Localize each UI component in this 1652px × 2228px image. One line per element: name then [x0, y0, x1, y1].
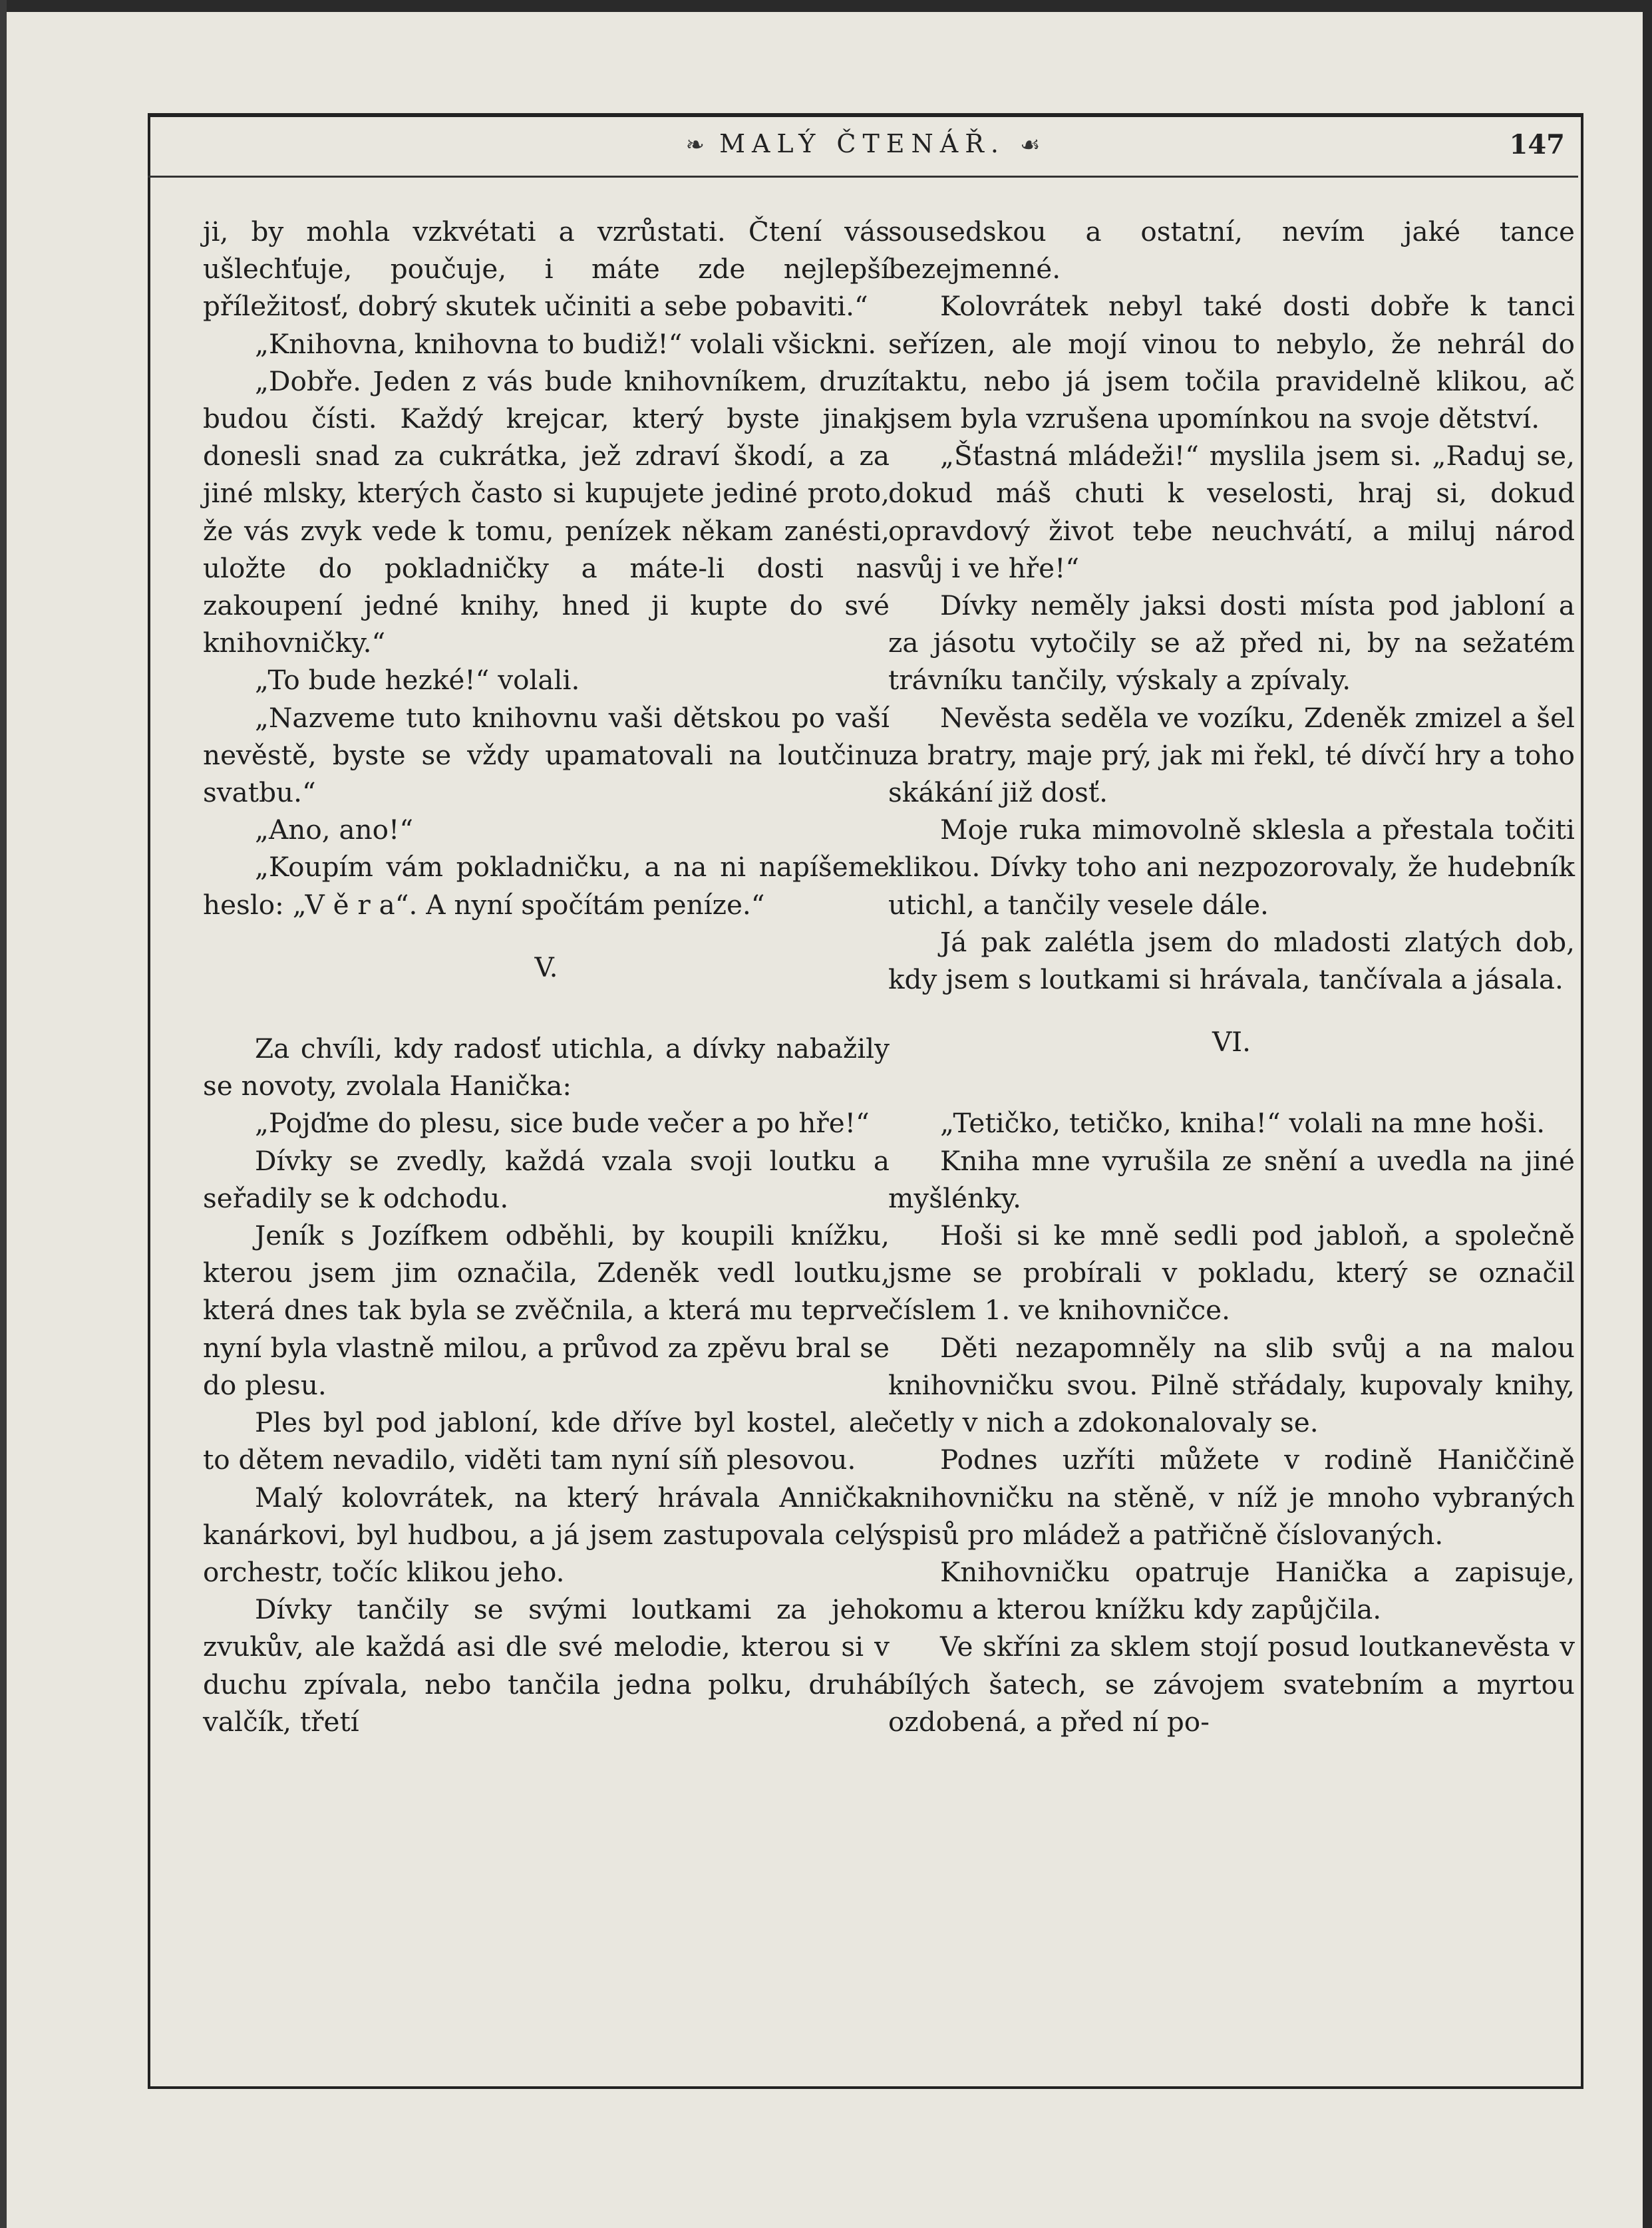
header-rule: [148, 176, 1578, 178]
paragraph: „Knihovna, knihovna to budiž!“ volali všickni.: [255, 327, 877, 360]
paragraph: sousedskou a ostatní, nevím jaké tance bezejmenné.: [888, 216, 1575, 285]
paragraph: Dívky neměly jaksi dosti místa pod jabloní a za jásotu vytočily se až před ni, by na sežatém trávníku tančily, výskaly a zpívaly.: [888, 589, 1575, 697]
left-column: [203, 213, 890, 1740]
scan-edge-top: [0, 0, 1652, 12]
paragraph: „Pojďme do plesu, sice bude večer a po hře!“: [255, 1107, 870, 1140]
left-ornament-icon: ❧: [685, 132, 705, 158]
paragraph: „Dobře. Jeden z vás bude knihovníkem, druzí budou čísti. Každý krejcar, který byste jinak donesli snad za cukrátka, jež zdraví škodí, a za jiné mlsky, kterých často si kupujete jediné proto, že vás zvyk vede k tomu, penízek někam zanésti, uložte do pokladničky a máte-li dosti na zakoupení jedné knihy, hned ji kupte do své knihovničky.“: [203, 365, 890, 659]
page-number: 147: [1509, 129, 1565, 160]
scan-edge-right: [1643, 0, 1652, 2228]
right-ornament-icon: ☙: [1020, 132, 1041, 158]
scan-edge-left: [0, 0, 7, 2228]
paragraph: Nevěsta seděla ve vozíku, Zdeněk zmizel a šel za bratry, maje prý, jak mi řekl, té dívčí hry a toho skákání již dosť.: [888, 701, 1575, 809]
paragraph: Kniha mne vyrušila ze snění a uvedla na jiné myšlénky.: [888, 1144, 1575, 1214]
paragraph: „Tetičko, tetičko, kniha!“ volali na mne hoši.: [940, 1107, 1546, 1140]
paragraph: „To bude hezké!“ volali.: [255, 664, 580, 697]
paragraph: Ples byl pod jabloní, kde dříve byl kostel, ale to dětem nevadilo, viděti tam nyní síň plesovou.: [203, 1406, 890, 1476]
header-title-line: [148, 129, 1578, 158]
paragraph: „Nazveme tuto knihovnu vaši dětskou po vaší nevěstě, byste se vždy upamatovali na loutčinu svatbu.“: [203, 701, 890, 809]
paragraph: Moje ruka mimovolně sklesla a přestala točiti klikou. Dívky toho ani nezpozorovaly, že hudebník utichl, a tančily vesele dále.: [888, 814, 1575, 921]
right-column: [888, 213, 1575, 1740]
paragraph: Dívky tančily se svými loutkami za jeho zvukův, ale každá asi dle své melodie, kterou si v duchu zpívala, nebo tančila jedna polku, druhá valčík, třetí: [203, 1593, 890, 1738]
paragraph: Kolovrátek nebyl také dosti dobře k tanci seřízen, ale mojí vinou to nebylo, že nehrál do taktu, nebo já jsem točila pravidelně klikou, ač jsem byla vzrušena upomínkou na svoje dětství.: [888, 290, 1575, 435]
paragraph: „Ano, ano!“: [255, 814, 414, 846]
journal-title: MALÝ ČTENÁŘ.: [719, 129, 1005, 158]
paragraph: Ve skříni za sklem stojí posud loutkanevěsta v bílých šatech, se závojem svatebním a myrtou ozdobená, a před ní po-: [888, 1631, 1575, 1738]
paragraph: Hoši si ke mně sedli pod jabloň, a společně jsme se probírali v pokladu, který se označil číslem 1. ve knihovničce.: [888, 1219, 1575, 1327]
paragraph: Knihovničku opatruje Hanička a zapisuje, komu a kterou knížku kdy zapůjčila.: [888, 1555, 1575, 1626]
paragraph: Malý kolovrátek, na který hrávala Annička kanárkovi, byl hudbou, a já jsem zastupovala celý orchestr, točíc klikou jeho.: [203, 1481, 890, 1588]
paragraph: ji, by mohla vzkvétati a vzrůstati. Čtení vás ušlechťuje, poučuje, i máte zde nejlepší příležitosť, dobrý skutek učiniti a sebe pobaviti.“: [203, 216, 890, 323]
paragraph: Děti nezapomněly na slib svůj a na malou knihovničku svou. Pilně střádaly, kupovaly knihy, četly v nich a zdokonalovaly se.: [888, 1331, 1575, 1439]
paragraph: Podnes uzříti můžete v rodině Haniččině knihovničku na stěně, v níž je mnoho vybraných spisů pro mládež a patřičně číslovaných.: [888, 1444, 1575, 1551]
section-heading-v: V.: [534, 951, 558, 983]
running-header: [148, 120, 1578, 166]
paragraph: Jeník s Jozífkem odběhli, by koupili knížku, kterou jsem jim označila, Zdeněk vedl loutku, která dnes tak byla se zvěčnila, a která mu teprve nyní byla vlastně milou, a průvod za zpěvu bral se do plesu.: [203, 1219, 890, 1401]
section-heading-vi: VI.: [1212, 1026, 1251, 1058]
paragraph: Za chvíli, kdy radosť utichla, a dívky nabažily se novoty, zvolala Hanička:: [203, 1033, 890, 1102]
paragraph: „Koupím vám pokladničku, a na ni napíšeme heslo: „V ě r a“. A nyní spočítám peníze.“: [203, 851, 890, 921]
paragraph: Já pak zalétla jsem do mladosti zlatých dob, kdy jsem s loutkami si hrávala, tančívala a jásala.: [888, 925, 1575, 996]
paragraph: „Šťastná mládeži!“ myslila jsem si. „Raduj se, dokud máš chuti k veselosti, hraj si, dokud opravdový život tebe neuchvátí, a miluj národ svůj i ve hře!“: [888, 440, 1575, 584]
paragraph: Dívky se zvedly, každá vzala svoji loutku a seřadily se k odchodu.: [203, 1144, 890, 1214]
